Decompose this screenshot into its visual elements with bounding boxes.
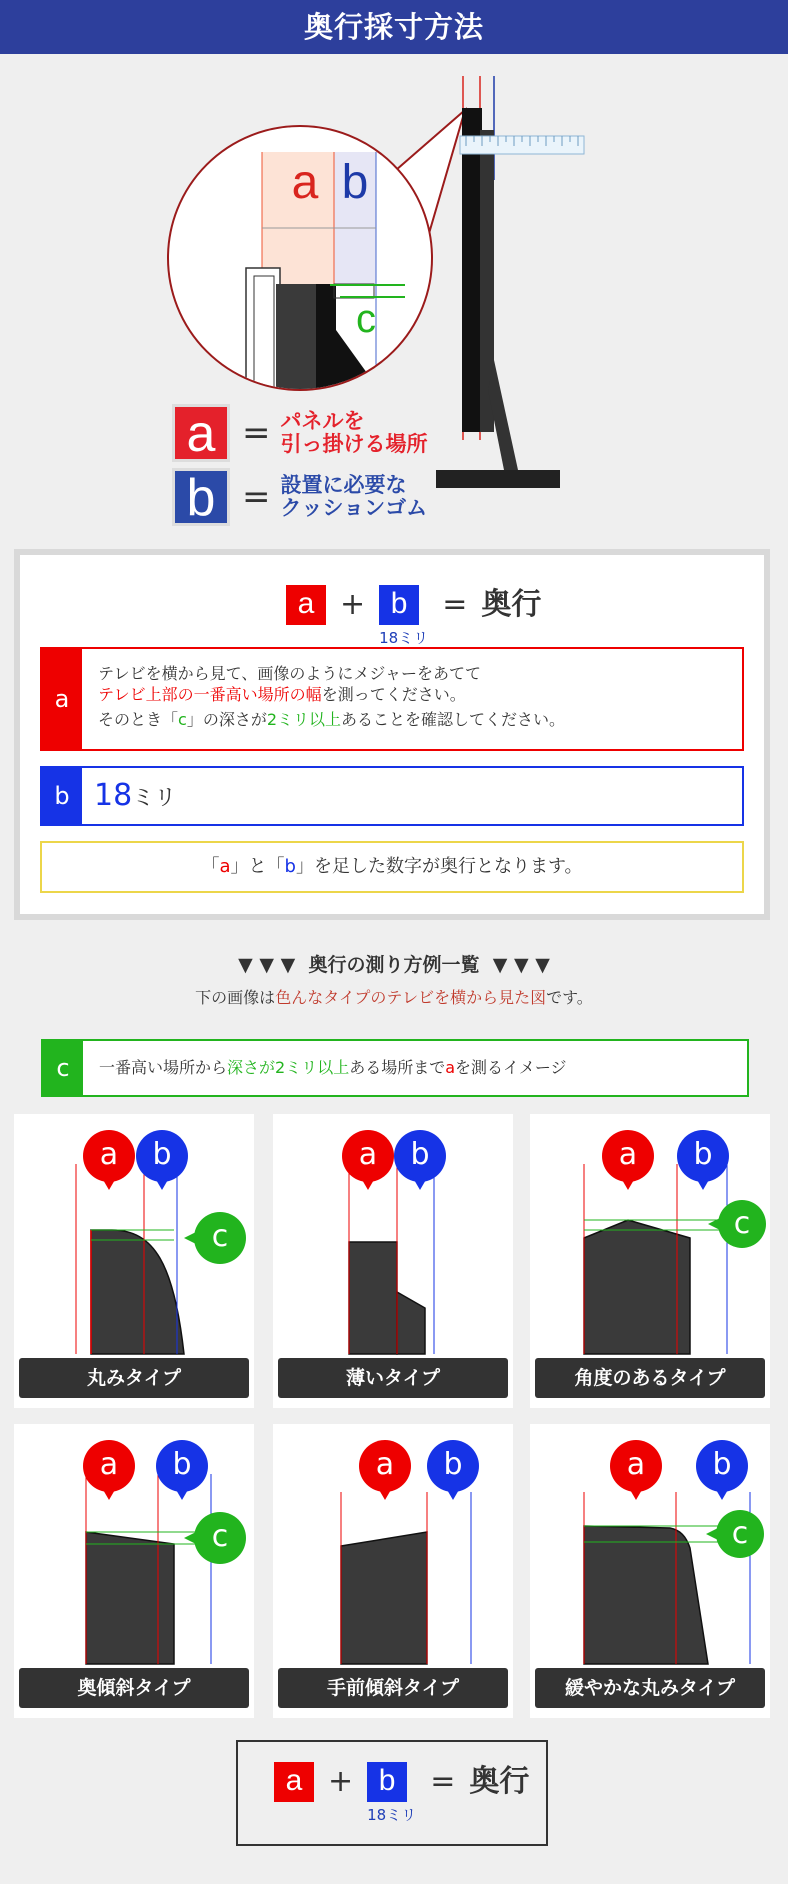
examples-title: 奥行の測り方例一覧 (308, 954, 480, 976)
row-a-line3-c: c (178, 710, 187, 729)
formula (286, 585, 541, 648)
page-title: 奥行採寸方法 (0, 0, 788, 54)
row-a-tag: a (42, 649, 82, 749)
badge-b: b (172, 1447, 192, 1482)
formula-b-box: b (367, 1762, 407, 1802)
formula-a-box: a (286, 585, 326, 625)
formula-plus: + (328, 1764, 354, 1799)
badge-b: b (693, 1137, 713, 1172)
panel-round-type (14, 1114, 254, 1408)
examples-heading (0, 950, 788, 977)
panel-caption: 薄いタイプ (278, 1358, 508, 1398)
examples-sub-1: 下の画像は (195, 988, 276, 1007)
panel-caption: 角度のあるタイプ (535, 1358, 765, 1398)
formula-equals: = (430, 1764, 456, 1799)
badge-b: b (443, 1447, 463, 1482)
row-a (40, 647, 744, 751)
row-a-line3-1: そのとき「 (98, 710, 179, 729)
panel-caption: 緩やかな丸みタイプ (535, 1668, 765, 1708)
formula-b-sub: 18ミリ (379, 629, 429, 647)
formula-b-box: b (379, 585, 419, 625)
row-sum-a: a (219, 856, 231, 877)
formula-plus: + (340, 587, 366, 622)
panel-gentle-round-type (530, 1424, 770, 1718)
panel-front-slope-type (273, 1424, 513, 1718)
arrows-right-icon: ▼ ▼ ▼ (492, 954, 550, 976)
formula-a-box: a (274, 1762, 314, 1802)
zoom-label-b: b (341, 156, 369, 209)
examples-subtitle (0, 985, 788, 1008)
panel-angled-type (530, 1114, 770, 1408)
formula-equals: = (442, 587, 468, 622)
badge-b: b (712, 1447, 732, 1482)
formula-card (14, 549, 770, 920)
row-sum-b: b (284, 856, 296, 877)
row-c-tag: c (43, 1041, 83, 1095)
legend-b-line1: 設置に必要な (280, 473, 407, 497)
badge-a: a (99, 1447, 119, 1482)
row-b-tag: b (42, 768, 82, 824)
row-a-line2-rest: を測ってください。 (321, 685, 466, 704)
row-c-text-3: を測るイメージ (455, 1058, 567, 1077)
badge-c: c (731, 1516, 749, 1551)
formula-result: 奥行 (469, 1764, 530, 1799)
formula-b-sub: 18ミリ (367, 1806, 417, 1824)
row-a-line3-2: 」の深さが (186, 710, 267, 729)
badge-c: c (211, 1519, 229, 1554)
row-a-line1: テレビを横から見て、画像のようにメジャーをあてて (98, 664, 482, 683)
row-sum-text-3: 」を足した数字が奥行となります。 (295, 856, 583, 877)
panel-caption: 丸みタイプ (19, 1358, 249, 1398)
panel-back-slope-type (14, 1424, 254, 1718)
legend-b-equals: = (242, 477, 271, 517)
badge-c: c (733, 1206, 751, 1241)
formula (274, 1762, 529, 1825)
badge-a: a (626, 1447, 646, 1482)
panel-caption: 手前傾斜タイプ (278, 1668, 508, 1708)
arrows-left-icon: ▼ ▼ ▼ (238, 954, 296, 976)
final-formula (236, 1740, 548, 1846)
row-b (40, 766, 744, 826)
row-c-text-2: ある場所まで (349, 1058, 446, 1077)
row-c-green: 深さが2ミリ以上 (227, 1058, 350, 1077)
row-sum-text-1: 「 (201, 856, 220, 877)
legend-b-box: b (172, 468, 230, 526)
panel-thin-type (273, 1114, 513, 1408)
zoom-label-a: a (291, 156, 319, 209)
legend-a-line1: パネルを (280, 409, 365, 433)
row-c (41, 1039, 749, 1097)
row-sum (40, 841, 744, 893)
row-c-text-1: 一番高い場所から (99, 1058, 228, 1077)
badge-a: a (375, 1447, 395, 1482)
row-a-line2-red: テレビ上部の一番高い場所の幅 (98, 685, 322, 704)
row-a-line3-3: あることを確認してください。 (341, 710, 566, 729)
row-b-unit: ミリ (132, 786, 177, 811)
legend-a (172, 404, 428, 462)
row-a-line3-green: 2ミリ以上 (266, 710, 342, 729)
badge-b: b (152, 1137, 172, 1172)
zoom-label-c: c (356, 297, 376, 341)
legend-b (172, 468, 427, 526)
legend-b-line2: クッションゴム (280, 496, 428, 520)
row-c-a: a (445, 1058, 456, 1077)
legend-a-line2: 引っ掛ける場所 (280, 432, 428, 456)
badge-a: a (99, 1137, 119, 1172)
examples-sub-red: 色んなタイプのテレビを横から見た図 (275, 988, 547, 1007)
formula-result: 奥行 (481, 587, 542, 622)
badge-a: a (618, 1137, 638, 1172)
badge-b: b (410, 1137, 430, 1172)
row-sum-text-2: 」と「 (230, 856, 285, 877)
legend-a-box: a (172, 404, 230, 462)
panel-caption: 奥傾斜タイプ (19, 1668, 249, 1708)
examples-sub-2: です。 (546, 988, 593, 1007)
legend-a-equals: = (242, 413, 271, 453)
badge-c: c (211, 1219, 229, 1254)
badge-a: a (358, 1137, 378, 1172)
row-b-number: 18 (94, 778, 133, 813)
